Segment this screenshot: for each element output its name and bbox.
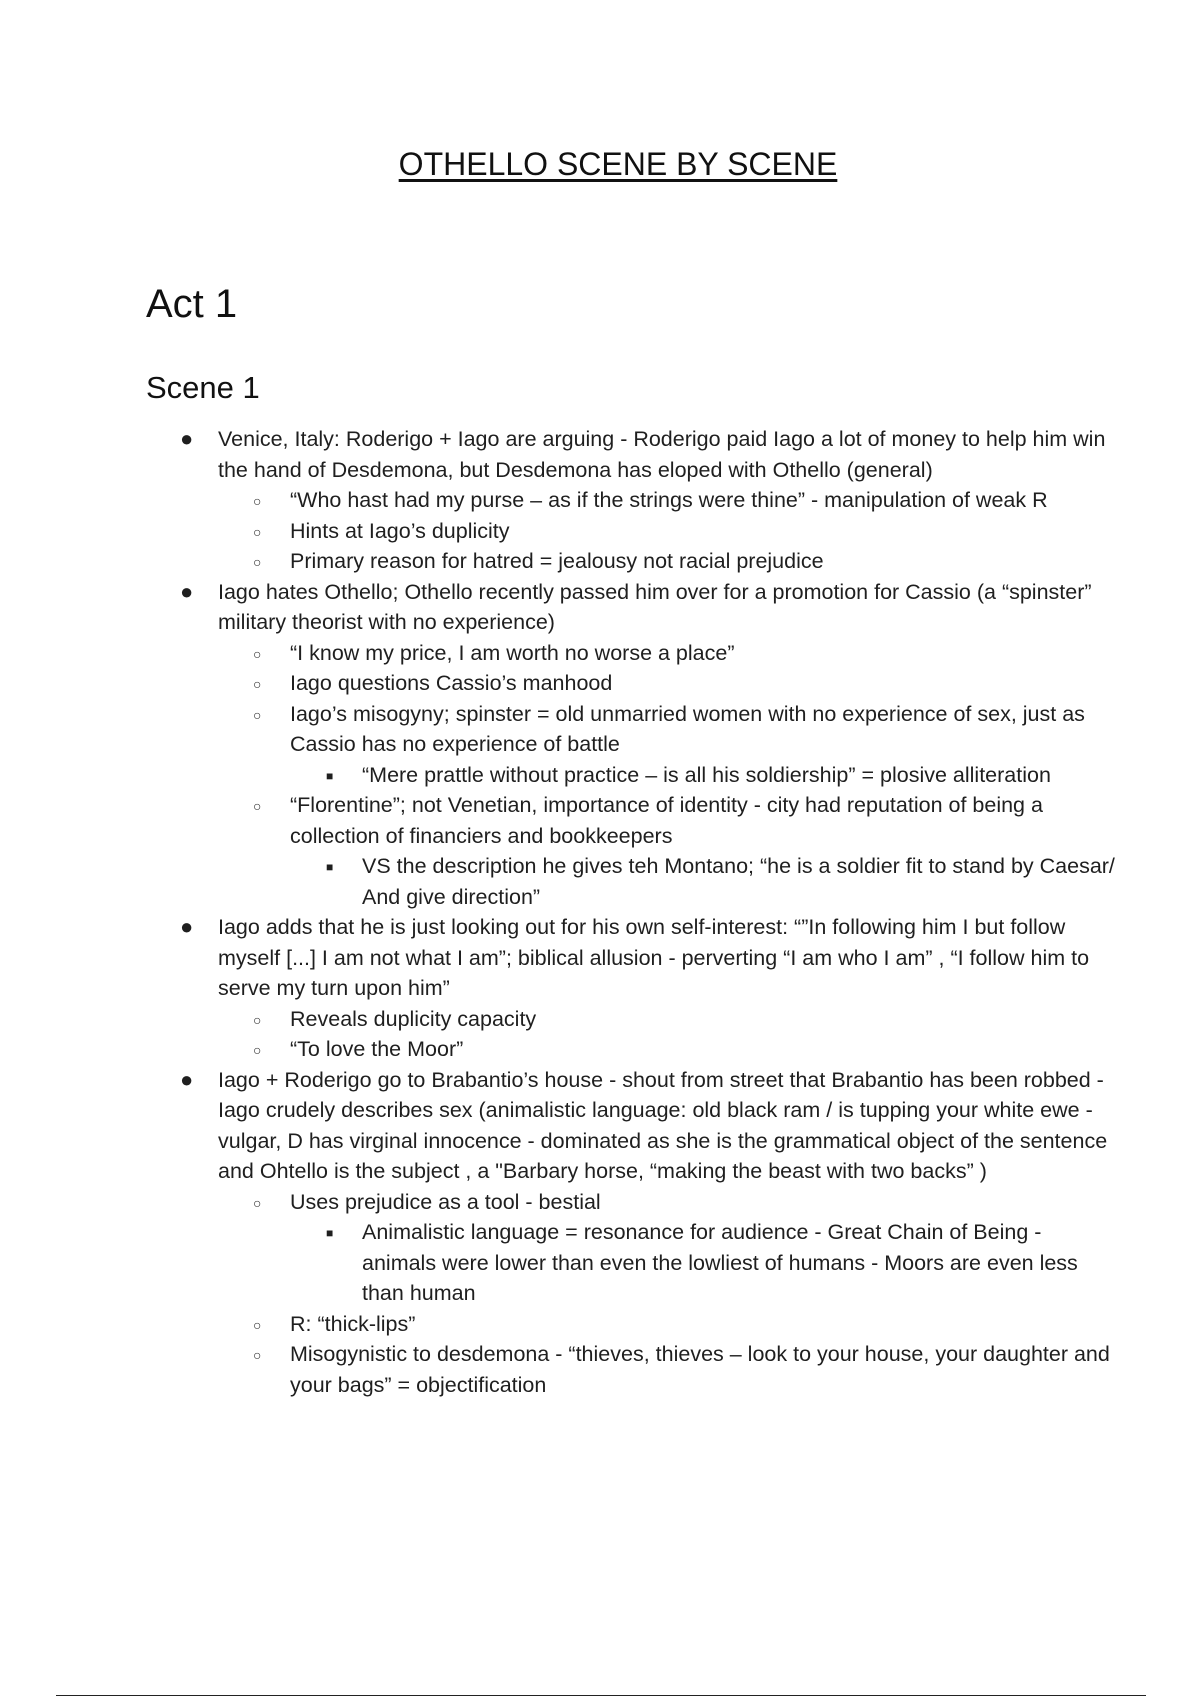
list-item-text: Iago’s misogyny; spinster = old unmarried women with no experience of sex, just as Cassio has no experience of battle [290,701,1085,756]
list-item-text: Iago hates Othello; Othello recently passed him over for a promotion for Cassio (a “spinster” military theorist with no experience) [218,579,1092,634]
list-item [0,1065,1120,1187]
page-bottom-rule [56,1695,1146,1696]
list-item [0,790,1120,851]
bullet-circle-icon: ○ [253,706,262,723]
list-item-text: Hints at Iago’s duplicity [290,518,510,543]
list-item-text: Primary reason for hatred = jealousy not racial prejudice [290,549,824,573]
bullet-circle-icon: ○ [253,676,262,692]
scene-heading: Scene 1 [146,370,260,405]
list-item-text: Iago questions Cassio’s manhood [290,671,613,695]
list-item [0,699,1120,760]
list-item-text: VS the description he gives teh Montano; “he is a soldier fit to stand by Caesar/ And give direction” [362,854,1115,909]
list-item [0,668,1120,699]
list-item-text: Misogynistic to desdemona - “thieves, thieves – look to your house, your daughter and your bags” = objectification [290,1342,1110,1397]
bullet-disc-icon: ● [180,578,194,604]
bullet-circle-icon: ○ [253,1011,262,1028]
bullet-disc-icon: ● [180,1066,194,1092]
list-item-text: Iago adds that he is just looking out for his own self-interest: “”In following him I but follow myself [...] I am not what I am”; biblical allusion - perverting “I am who I am” , “I follow him to serve my turn upon him” [218,915,1090,1000]
list-item [0,1187,1120,1218]
list-item-text: “Mere prattle without practice – is all his soldiership” = plosive alliteration [362,762,1051,787]
bullet-circle-icon: ○ [253,1042,262,1058]
list-item [0,912,1120,1004]
bullet-circle-icon: ○ [253,554,262,570]
bullet-circle-icon: ○ [253,1194,262,1211]
list-item [0,1004,1120,1035]
list-item [0,485,1120,516]
list-item-text: Uses prejudice as a tool - bestial [290,1189,601,1214]
list-item [0,516,1120,547]
list-item-text: Animalistic language = resonance for audience - Great Chain of Being - animals were lower than even the lowliest of humans - Moors are even less than human [362,1220,1078,1305]
list-item [0,851,1120,912]
bullet-disc-icon: ● [180,426,194,451]
bullet-disc-icon: ● [180,914,194,939]
list-item-text: “Florentine”; not Venetian, importance of identity - city had reputation of being a collection of financiers and bookkeepers [290,793,1043,848]
bullet-circle-icon: ○ [253,493,262,509]
list-item [0,760,1120,791]
bullet-square-icon: ■ [326,1226,334,1240]
bullet-circle-icon: ○ [253,645,262,662]
bullet-circle-icon: ○ [253,798,262,814]
list-item-text: “To love the Moor” [290,1037,464,1061]
bullet-circle-icon: ○ [253,1347,262,1363]
list-item-text: Venice, Italy: Roderigo + Iago are arguing - Roderigo paid Iago a lot of money to help him win the hand of Desdemona, but Desdemona has eloped with Othello (general) [218,427,1106,482]
list-item-text: “Who hast had my purse – as if the strings were thine” - manipulation of weak R [290,488,1048,512]
act-heading: Act 1 [146,282,238,326]
document-title: OTHELLO SCENE BY SCENE [398,146,838,182]
list-item [0,1217,1120,1309]
list-item-text: Iago + Roderigo go to Brabantio’s house - shout from street that Brabantio has been robbed - Iago crudely describes sex (animalistic language: old black ram / is tupping your white ewe - vulgar, D has virginal innocence - dominated as she is the grammatical object of the sentence and Ohtello is the subject , a "Barbary horse, “making the beast with two backs” ) [218,1067,1108,1183]
list-item-text: R: “thick-lips” [290,1311,416,1336]
list-item-text: Reveals duplicity capacity [290,1006,537,1031]
list-item [0,577,1120,638]
list-item [0,1339,1120,1400]
bullet-square-icon: ■ [326,768,334,783]
bullet-circle-icon: ○ [253,1316,262,1333]
scene-notes-list [0,424,1120,1400]
list-item-text: “I know my price, I am worth no worse a place” [290,640,735,665]
list-item [0,1309,1120,1340]
bullet-square-icon: ■ [326,860,334,874]
bullet-circle-icon: ○ [253,523,262,540]
list-item [0,424,1120,485]
list-item [0,1034,1120,1065]
list-item [0,546,1120,577]
list-item [0,638,1120,669]
